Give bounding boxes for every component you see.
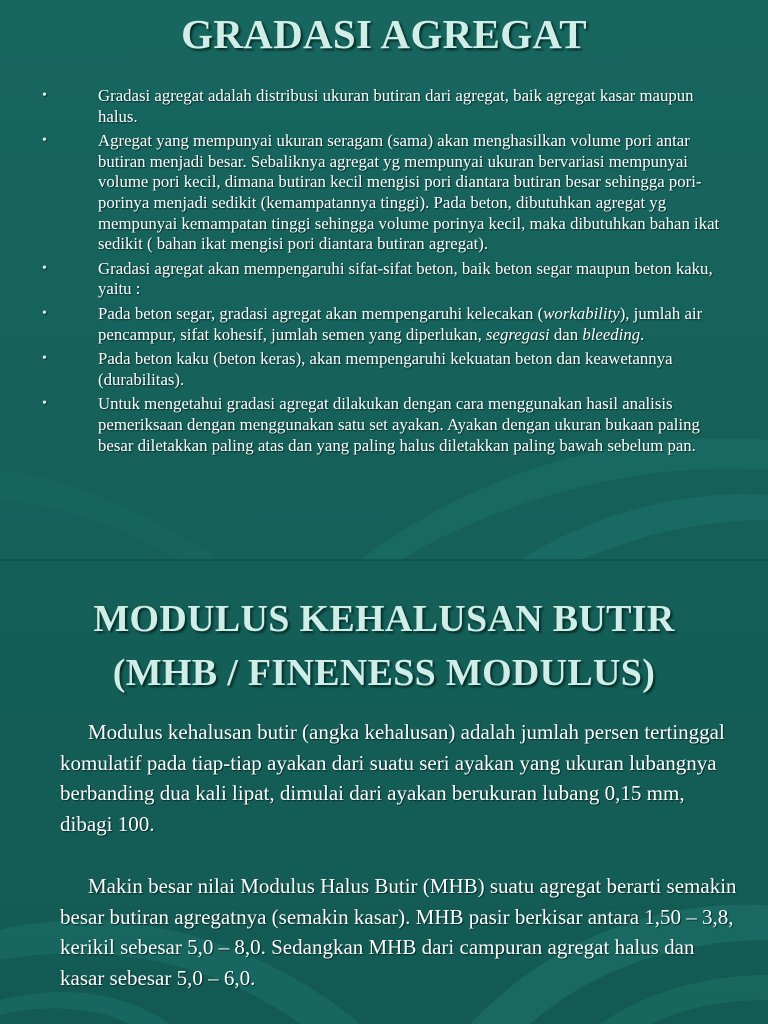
term-bleeding: bleeding: [582, 324, 641, 344]
bullet-icon: •: [42, 88, 47, 103]
slide1-bullet-list: [0, 86, 768, 460]
term-workability: workability: [543, 303, 620, 323]
bullet-text: Agregat yang mempunyai ukuran seragam (sama) akan menghasilkan volume pori antar butiran menjadi besar. Sebaliknya agregat yg mempunyai ukuran bervariasi mempunyai volume pori kecil, dimana butiran kecil mengisi pori diantara butiran besar sehingga pori-porinya menjadi sedikit (kemampatannya tinggi). Pada beton, dibutuhkan agregat yg mempunyai kemampatan tinggi sehingga volume porinya kecil, maka dibutuhkan bahan ikat sedikit ( bahan ikat mengisi pori diantara butiran agregat).: [98, 131, 720, 254]
bullet-item: [0, 349, 768, 390]
bullet-text-part: .: [640, 324, 645, 344]
bullet-item: [0, 86, 768, 127]
bullet-item: [0, 259, 768, 300]
paragraph-mhb-range-text: Makin besar nilai Modulus Halus Butir (MHB) suatu agregat berarti semakin besar butiran agregatnya (semakin kasar). MHB pasir berkisar antara 1,50 – 3,8, kerikil sebesar 5,0 – 8,0. Sedangkan MHB dari campuran agregat halus dan kasar sebesar 5,0 – 6,0.: [60, 874, 737, 990]
bullet-text: Pada beton kaku (beton keras), akan mempengaruhi kekuatan beton dan keawetannya (durabilitas).: [98, 349, 673, 389]
bullet-icon: •: [42, 351, 47, 367]
bullet-icon: •: [42, 133, 47, 149]
term-segregasi: segregasi: [485, 324, 550, 344]
bullet-text-part: Pada beton segar, gradasi agregat akan mempengaruhi kelecakan (: [98, 303, 544, 323]
paragraph-mhb-range: [60, 871, 740, 993]
bullet-text-part: dan: [549, 324, 583, 344]
bullet-text: Gradasi agregat adalah distribusi ukuran butiran dari agregat, baik agregat kasar maupun halus.: [98, 86, 694, 126]
paragraph-definition-text: Modulus kehalusan butir (angka kehalusan) adalah jumlah persen tertinggal komulatif pada tiap-tiap ayakan dari suatu seri ayakan yang ukuran lubangnya berbanding dua kali lipat, dimulai dari ayakan berukuran lubang 0,15 mm, dibagi 100.: [60, 720, 725, 836]
slide1-title: GRADASI AGREGAT: [181, 11, 587, 57]
bullet-text: Gradasi agregat akan mempengaruhi sifat-sifat beton, baik beton segar maupun beton kaku, yaitu :: [98, 258, 713, 299]
bullet-text-part: ), jumlah air pencampur, sifat kohesif, jumlah semen yang diperlukan,: [98, 303, 703, 344]
bullet-item: [0, 394, 768, 456]
bullet-text: Untuk mengetahui gradasi agregat dilakukan dengan cara menggunakan hasil analisis pemeriksaan dengan menggunakan satu set ayakan. Ayakan dengan ukuran bukaan paling besar diletakkan paling atas dan yang paling halus diletakkan paling bawah sebelum pan.: [98, 394, 700, 455]
bullet-icon: •: [42, 260, 47, 276]
bullet-icon: •: [42, 396, 47, 412]
bullet-icon: •: [42, 305, 47, 321]
bullet-item: [0, 304, 768, 345]
paragraph-definition: [60, 717, 740, 839]
slide2-title-line2: (MHB / FINENESS MODULUS): [112, 652, 656, 694]
bullet-item: [0, 131, 768, 255]
slide-modulus-kehalusan: [0, 560, 768, 1024]
slide2-title-line1: MODULUS KEHALUSAN BUTIR: [93, 598, 675, 640]
